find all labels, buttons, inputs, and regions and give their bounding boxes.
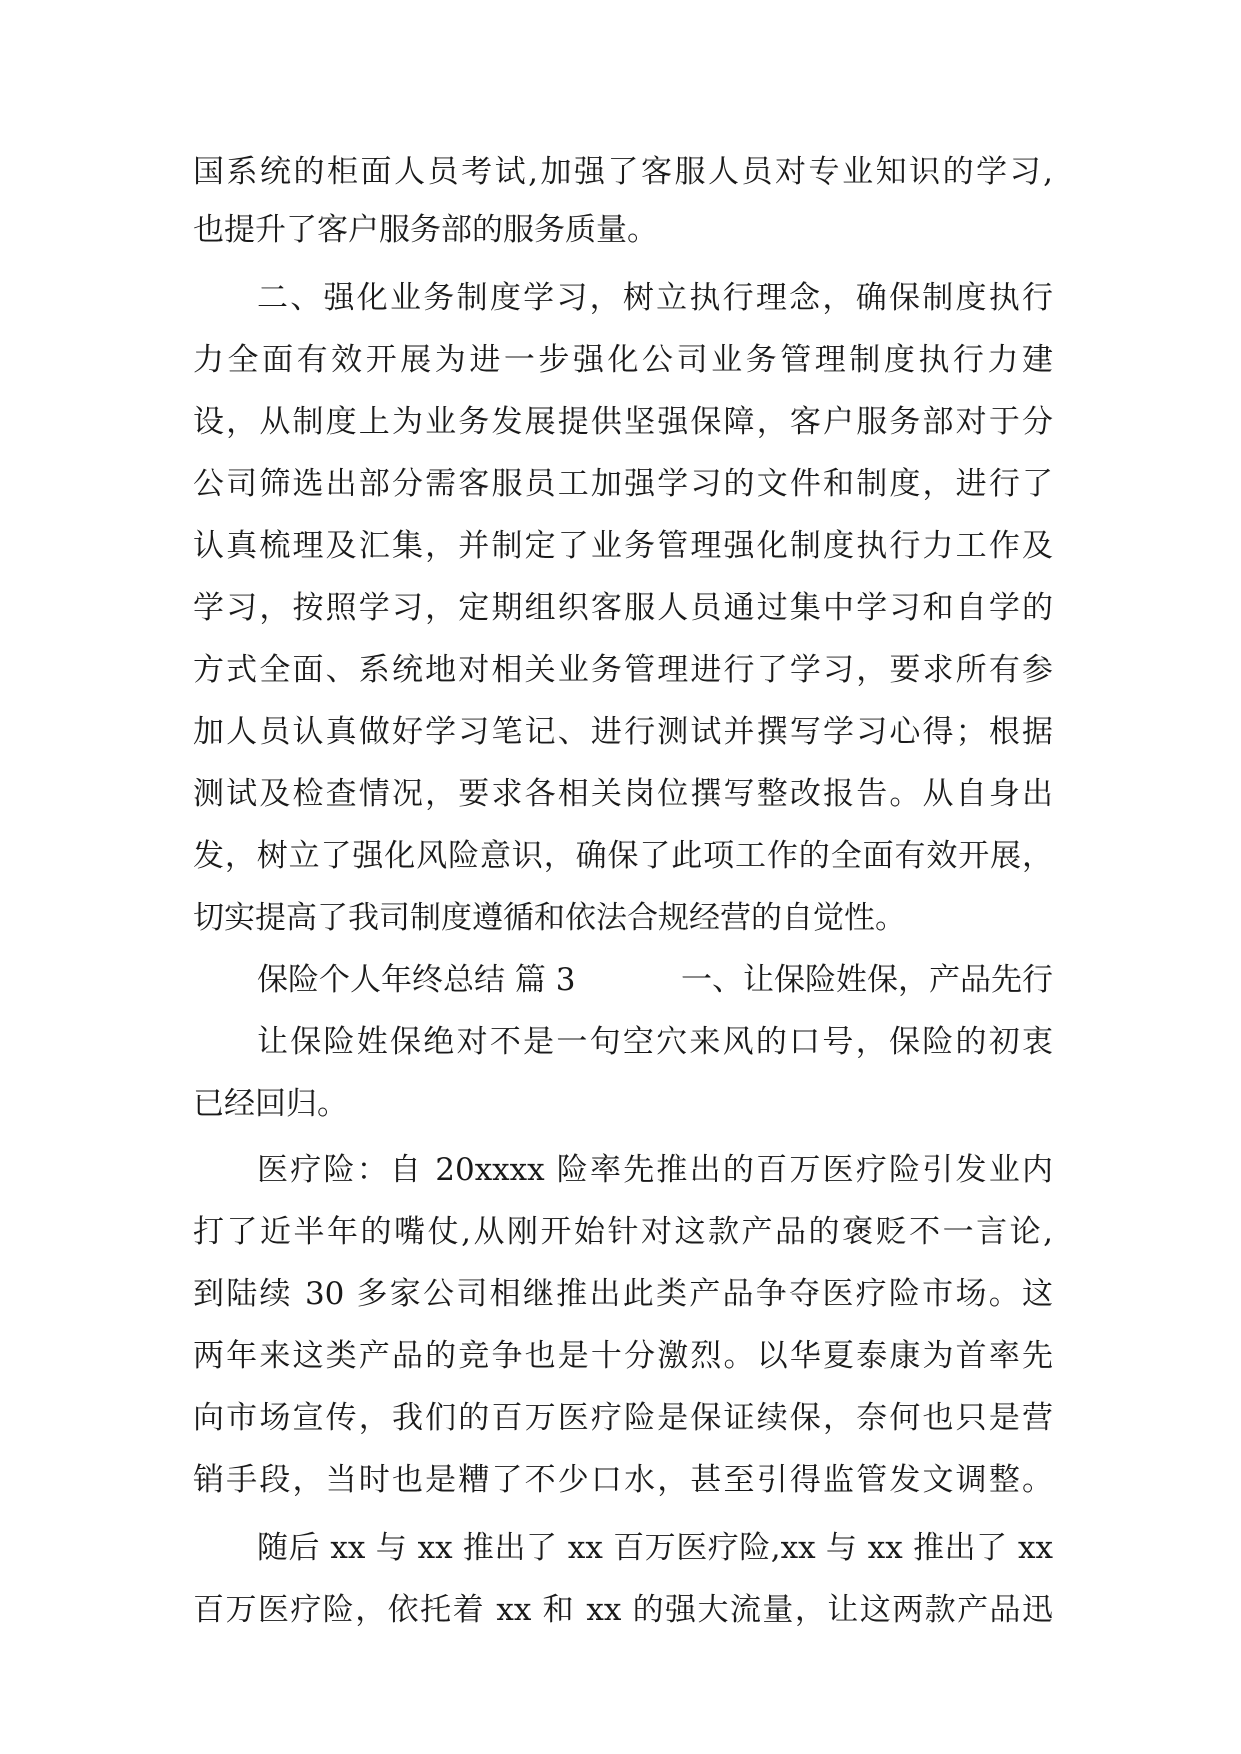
text-line: 销手段，当时也是糟了不少口水，甚至引得监管发文调整。 — [193, 1462, 1053, 1498]
text-line: 力全面有效开展为进一步强化公司业务管理制度执行力建 — [193, 342, 1053, 378]
text-line: 测试及检查情况，要求各相关岗位撰写整改报告。从自身出 — [193, 776, 1053, 812]
text-line: 到陆续 30 多家公司相继推出此类产品争夺医疗险市场。这 — [193, 1276, 1053, 1312]
text-line: 认真梳理及汇集，并制定了业务管理强化制度执行力工作及 — [193, 528, 1053, 564]
paragraph-start: 随后 xx 与 xx 推出了 xx 百万医疗险,xx 与 xx 推出了 xx — [257, 1530, 1053, 1566]
text-line: 百万医疗险，依托着 xx 和 xx 的强大流量，让这两款产品迅 — [193, 1592, 1053, 1628]
text-line: 学习，按照学习，定期组织客服人员通过集中学习和自学的 — [193, 590, 1053, 626]
text-line: 加人员认真做好学习笔记、进行测试并撰写学习心得；根据 — [193, 714, 1053, 750]
section-heading — [257, 960, 1053, 1000]
text-line: 方式全面、系统地对相关业务管理进行了学习，要求所有参 — [193, 652, 1053, 688]
paragraph-start: 医疗险：自 20xxxx 险率先推出的百万医疗险引发业内 — [257, 1152, 1053, 1188]
paragraph-start: 让保险姓保绝对不是一句空穴来风的口号，保险的初衷 — [257, 1024, 1053, 1060]
text-line: 设，从制度上为业务发展提供坚强保障，客户服务部对于分 — [193, 404, 1053, 440]
text-line: 向市场宣传，我们的百万医疗险是保证续保，奈何也只是营 — [193, 1400, 1053, 1436]
text-line: 发，树立了强化风险意识，确保了此项工作的全面有效开展， — [193, 838, 1053, 874]
section-title: 保险个人年终总结 篇 3 — [257, 962, 576, 998]
text-line: 公司筛选出部分需客服员工加强学习的文件和制度，进行了 — [193, 466, 1053, 502]
paragraph-start: 二、强化业务制度学习，树立执行理念，确保制度执行 — [257, 280, 1053, 316]
text-line: 两年来这类产品的竞争也是十分激烈。以华夏泰康为首率先 — [193, 1338, 1053, 1374]
text-line: 切实提高了我司制度遵循和依法合规经营的自觉性。 — [193, 900, 906, 936]
section-subtitle: 一、让保险姓保，产品先行 — [681, 962, 1053, 998]
text-line: 打了近半年的嘴仗,从刚开始针对这款产品的褒贬不一言论, — [193, 1214, 1053, 1250]
text-line: 也提升了客户服务部的服务质量。 — [193, 212, 658, 248]
text-line: 国系统的柜面人员考试,加强了客服人员对专业知识的学习, — [193, 154, 1053, 190]
text-line: 已经回归。 — [193, 1086, 348, 1122]
